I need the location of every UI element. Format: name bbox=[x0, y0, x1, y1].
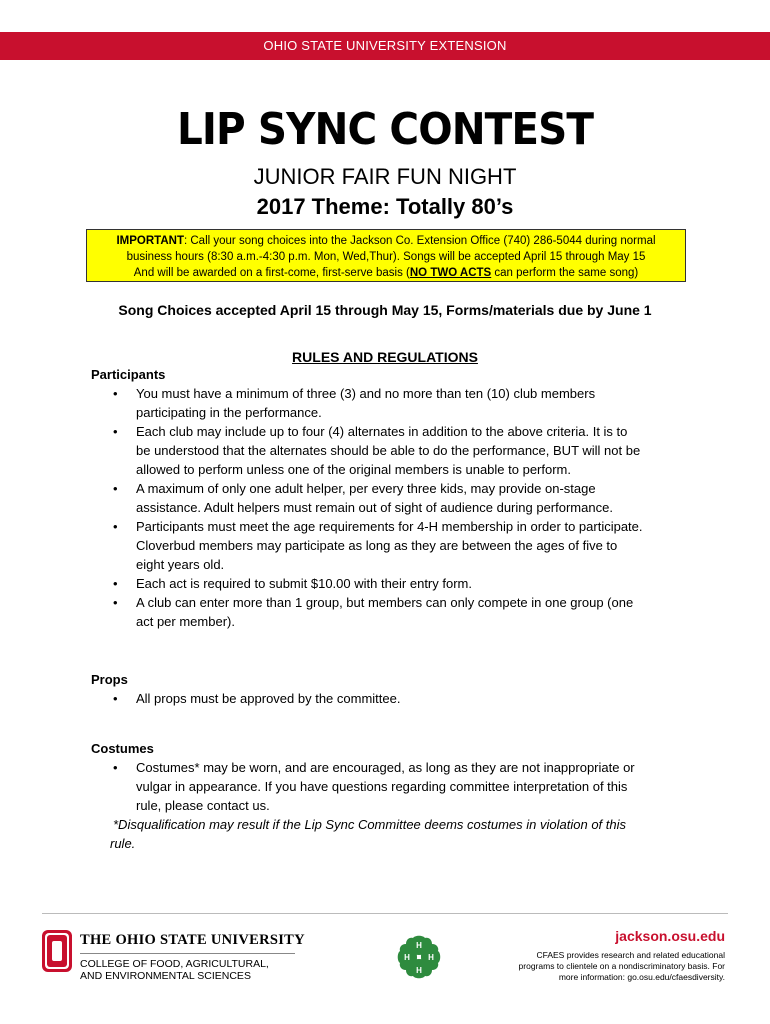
university-name: THE OHIO STATE UNIVERSITY bbox=[80, 932, 305, 948]
list-item-continuation: Cloverbud members may participate as long as they are between the ages of five to bbox=[136, 538, 618, 553]
notice-line-1: IMPORTANT: Call your song choices into the Jackson Co. Extension Office (740) 286-5044 during normal bbox=[116, 235, 656, 247]
website-link[interactable]: jackson.osu.edu bbox=[615, 928, 725, 944]
list-item: • A club can enter more than 1 group, but members can only compete in one group (one bbox=[113, 595, 634, 610]
logo-divider bbox=[80, 953, 295, 954]
page-title: LIP SYNC CONTEST bbox=[176, 104, 594, 155]
svg-text:H: H bbox=[416, 966, 422, 975]
svg-text:H: H bbox=[404, 953, 410, 962]
list-item: • All props must be approved by the committee. bbox=[113, 691, 401, 706]
svg-text:H: H bbox=[416, 941, 422, 950]
list-item: • You must have a minimum of three (3) and no more than ten (10) club members bbox=[113, 386, 596, 401]
list-item: • Costumes* may be worn, and are encouraged, as long as they are not inappropriate or bbox=[113, 760, 635, 775]
list-item-continuation: be understood that the alternates should be able to do the performance, BUT will not be bbox=[136, 443, 641, 458]
list-item: • Each club may include up to four (4) alternates in addition to the above criteria. It is to bbox=[113, 424, 628, 439]
costumes-heading: Costumes bbox=[91, 741, 154, 756]
list-item-continuation: allowed to perform unless one of the original members is unable to perform. bbox=[136, 462, 571, 477]
list-item-continuation: assistance. Adult helpers must remain out of sight of audience during performance. bbox=[136, 500, 613, 515]
props-heading: Props bbox=[91, 672, 128, 687]
list-item: • A maximum of only one adult helper, per every three kids, may provide on-stage bbox=[113, 481, 596, 496]
disqualification-note: *Disqualification may result if the Lip Sync Committee deems costumes in violation of this rule. bbox=[110, 817, 626, 851]
block-o-logo-icon bbox=[42, 930, 72, 972]
svg-text:H: H bbox=[428, 953, 434, 962]
list-item: • Participants must meet the age requirements for 4-H membership in order to participate. bbox=[113, 519, 643, 534]
list-item-continuation: eight years old. bbox=[136, 557, 225, 572]
no-two-acts-emphasis: NO TWO ACTS bbox=[409, 267, 492, 279]
notice-line-3: And will be awarded on a first-come, first-serve basis (NO TWO ACTS can perform the same song) bbox=[133, 267, 639, 279]
participants-list bbox=[91, 384, 691, 631]
notice-line-2: business hours (8:30 a.m.-4:30 p.m. Mon, Wed,Thur). Songs will be accepted April 15 through May 15 bbox=[126, 251, 646, 263]
costumes-list bbox=[91, 758, 691, 815]
list-item-continuation: rule, please contact us. bbox=[136, 798, 270, 813]
extension-banner: OHIO STATE UNIVERSITY EXTENSION bbox=[0, 32, 770, 60]
four-h-clover-icon bbox=[396, 934, 442, 980]
list-item-continuation: participating in the performance. bbox=[136, 405, 322, 420]
list-item-continuation: act per member). bbox=[136, 614, 235, 629]
list-item-continuation: vulgar in appearance. If you have questions regarding committee interpretation of this bbox=[136, 779, 628, 794]
event-subtitle: JUNIOR FAIR FUN NIGHT bbox=[253, 164, 517, 189]
props-list bbox=[91, 689, 691, 708]
list-item: • Each act is required to submit $10.00 with their entry form. bbox=[113, 576, 472, 591]
theme-heading: 2017 Theme: Totally 80’s bbox=[256, 194, 514, 219]
participants-heading: Participants bbox=[91, 367, 166, 382]
college-name: COLLEGE OF FOOD, AGRICULTURAL, AND ENVIRONMENTAL SCIENCES bbox=[80, 958, 269, 982]
song-choices-deadline: Song Choices accepted April 15 through May 15, Forms/materials due by June 1 bbox=[118, 302, 652, 318]
important-label: IMPORTANT bbox=[116, 235, 184, 247]
rules-heading: RULES AND REGULATIONS bbox=[292, 349, 478, 365]
nondiscrimination-statement: CFAES provides research and related educational programs to clientele on a nondiscriminatory basis. For more information: go.osu.edu/cfaesdiversity. bbox=[518, 950, 725, 982]
footer-divider bbox=[42, 913, 728, 914]
important-notice bbox=[86, 229, 686, 282]
